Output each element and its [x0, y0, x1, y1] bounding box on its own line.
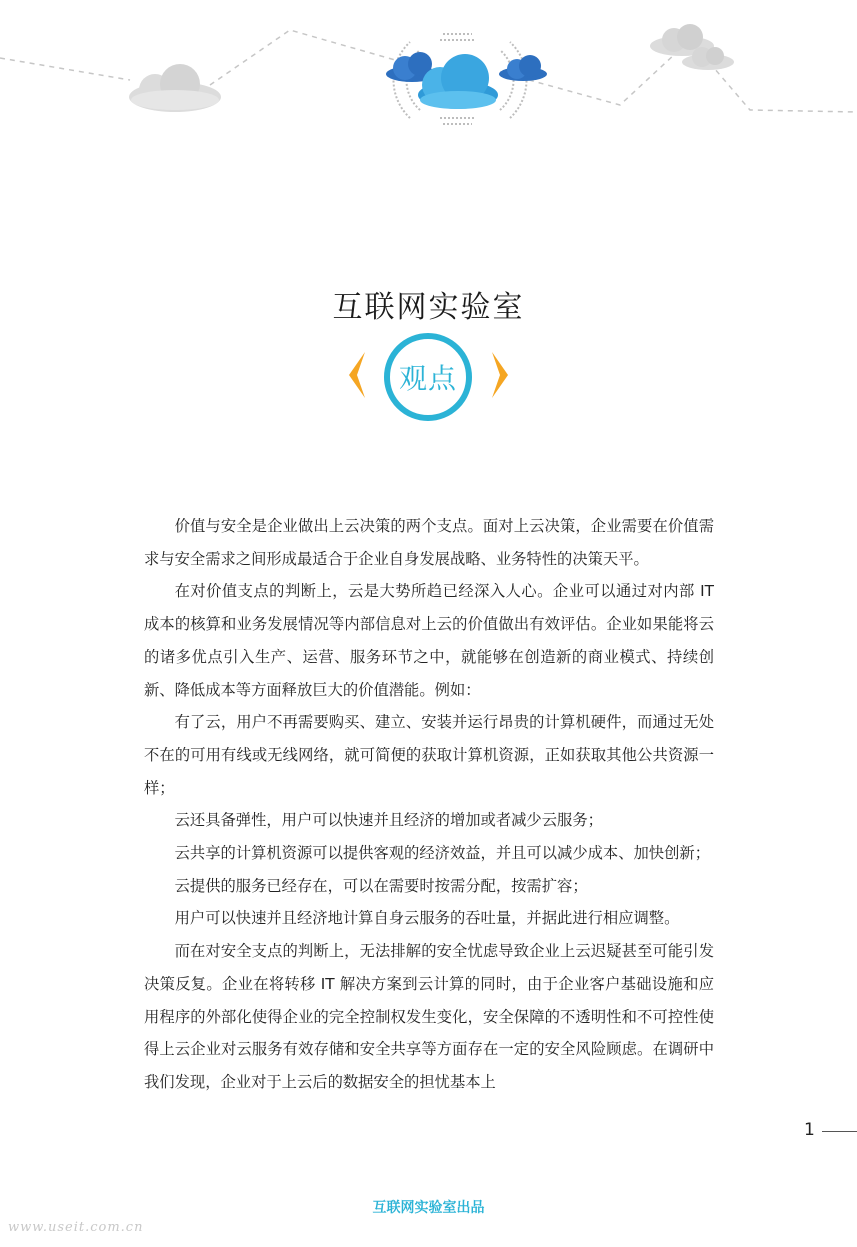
chevron-right-icon [490, 350, 512, 400]
paragraph: 云提供的服务已经存在，可以在需要时按需分配，按需扩容； [174, 876, 588, 895]
header-cloud-illustration [0, 0, 857, 140]
chevron-left-icon [345, 350, 367, 400]
page-title: 互联网实验室 [332, 290, 525, 325]
section-badge [0, 330, 857, 420]
page-number: 1 [804, 1120, 815, 1140]
gray-cloud-icon [650, 24, 734, 70]
gray-cloud-icon [129, 64, 221, 112]
paragraph: 有了云，用户不再需要购买、建立、安装并运行昂贵的计算机硬件，而通过无处不在的可用有线或无线网络，就可简便的获取计算机资源，正如获取其他公共资源一样； [144, 713, 714, 797]
publisher-footer: 互联网实验室出品 [372, 1200, 485, 1216]
paragraph: 而在对安全支点的判断上，无法排解的安全忧虑导致企业上云迟疑甚至可能引发决策反复。企业在将转移 IT 解决方案到云计算的同时，由于企业客户基础设施和应用程序的外部化使得企业的完全控制权发生变化，安全保障的不透明性和不可控性使得上云企业对云服务有效存储和安全共享等方面存在一定的安全风险顾虑。在调研中我们发现，企业对于上云后的数据安全的担忧基本上 [144, 942, 714, 1091]
blue-cloud-icon [499, 55, 547, 81]
paragraph: 云共享的计算机资源可以提供客观的经济效益，并且可以减少成本、加快创新； [174, 844, 710, 863]
watermark: www.useit.com.cn [8, 1220, 144, 1235]
paragraph: 云还具备弹性，用户可以快速并且经济的增加或者减少云服务； [174, 811, 603, 830]
paragraph: 价值与安全是企业做出上云决策的两个支点。面对上云决策，企业需要在价值需求与安全需求之间形成最适合于企业自身发展战略、业务特性的决策天平。 [144, 517, 714, 568]
viewpoint-badge: 观点 [384, 333, 472, 421]
paragraph: 在对价值支点的判断上，云是大势所趋已经深入人心。企业可以通过对内部 IT 成本的核算和业务发展情况等内部信息对上云的价值做出有效评估。企业如果能将云的诸多优点引入生产、运营、服务环节之中，就能够在创造新的商业模式、持续创新、降低成本等方面释放巨大的价值潜能。例如： [144, 582, 714, 699]
article-body [144, 510, 714, 1099]
page-number-rule [822, 1131, 857, 1132]
paragraph: 用户可以快速并且经济地计算自身云服务的吞吐量，并据此进行相应调整。 [174, 909, 680, 928]
